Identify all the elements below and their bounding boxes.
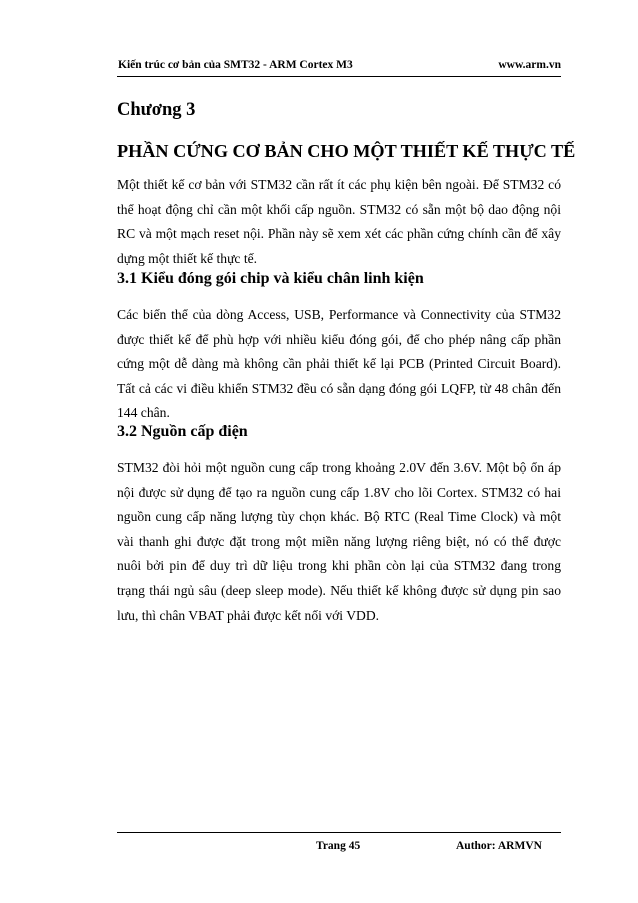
header-website: www.arm.vn xyxy=(498,59,561,71)
section-heading-3-2: 3.2 Nguồn cấp điện xyxy=(117,423,248,440)
header-doc-title: Kiến trúc cơ bản của SMT32 - ARM Cortex M3 xyxy=(118,59,353,71)
footer-page-number: Trang 45 xyxy=(316,840,361,852)
footer-divider xyxy=(117,832,561,833)
section-body-3-2: STM32 đòi hỏi một nguồn cung cấp trong khoảng 2.0V đến 3.6V. Một bộ ổn áp nội được sử dụng để tạo ra nguồn cung cấp 1.8V cho lõi Cortex. STM32 có hai nguồn cung cấp năng lượng tùy chọn khác. Bộ RTC (Real Time Clock) và một vài thanh ghi được đặt trong một miền năng lượng riêng biệt, nó có thể được nuôi bởi pin để duy trì dữ liệu trong khi phần còn lại của STM32 đang trong trạng thái ngủ sâu (deep sleep mode). Nếu thiết kế không được sử dụng pin sao lưu, thì chân VBAT phải được kết nối với VDD. xyxy=(117,460,561,623)
section-body-3-1: Các biến thể của dòng Access, USB, Performance và Connectivity của STM32 được thiết kế để phù hợp với nhiều kiểu đóng gói, để cho phép nâng cấp phần cứng một dễ dàng mà không cần phải thiết kế lại PCB (Printed Circuit Board). Tất cả các vi điều khiển STM32 đều có sẵn dạng đóng gói LQFP, từ 48 chân đến 144 chân. xyxy=(117,307,561,421)
footer-author: Author: ARMVN xyxy=(456,840,542,852)
chapter-label: Chương 3 xyxy=(117,100,196,120)
chapter-title: PHẦN CỨNG CƠ BẢN CHO MỘT THIẾT KẾ THỰC TẾ xyxy=(117,141,576,161)
page-header xyxy=(117,56,561,77)
section-heading-3-1: 3.1 Kiểu đóng gói chip và kiểu chân linh kiện xyxy=(117,270,424,287)
chapter-intro-paragraph: Một thiết kế cơ bản với STM32 cần rất ít các phụ kiện bên ngoài. Để STM32 có thể hoạt động chỉ cần một khối cấp nguồn. STM32 có sẵn một bộ dao động nội RC và một mạch reset nội. Phần này sẽ xem xét các phần cứng chính cần để xây dựng một thiết kế thực tế. xyxy=(117,177,561,266)
